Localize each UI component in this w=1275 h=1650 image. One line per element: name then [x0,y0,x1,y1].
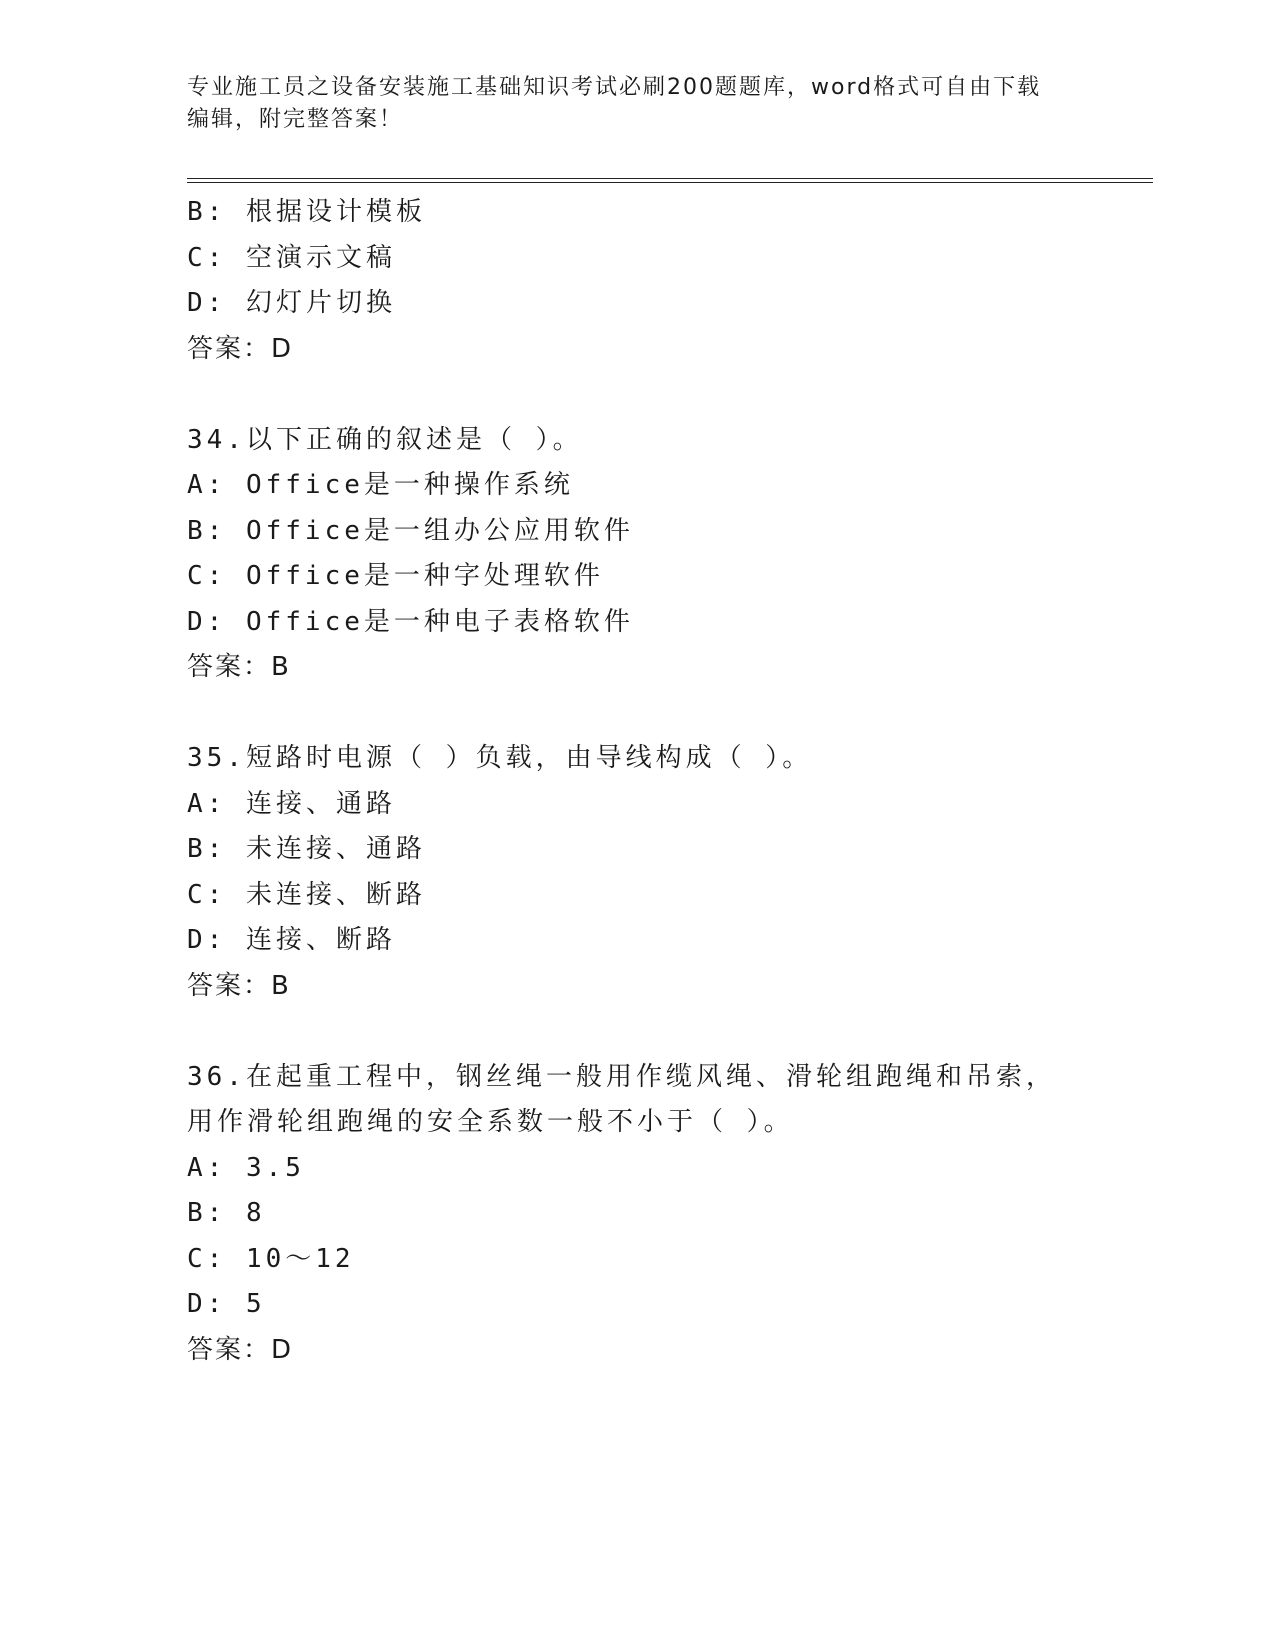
spacer [187,1009,1087,1055]
option-line [187,782,1087,828]
spacer [187,372,1087,418]
question-stem [187,1055,1067,1146]
option-text: Office是一种操作系统 [245,470,574,500]
question-34 [187,418,1087,691]
answer-line [187,327,1087,373]
question-35 [187,736,1087,1009]
answer-value: D [271,1334,294,1365]
spacer [187,691,1087,737]
option-label: B: [187,515,227,546]
question-text: 短路时电源（ ）负载，由导线构成（ ）。 [245,743,813,773]
option-label: D: [187,288,227,318]
question-number: 36. [187,1061,246,1092]
option-line [187,463,1087,509]
option-text: Office是一种字处理软件 [245,561,604,591]
option-line [187,918,1087,964]
answer-line [187,1328,1087,1374]
carryover-question [187,190,1087,372]
option-label: A: [187,788,227,819]
question-stem [187,736,1067,782]
answer-label: 答案： [187,1334,272,1365]
option-label: D: [187,925,227,955]
header-line-1: 专业施工员之设备安装施工基础知识考试必刷200题题库，word格式可自由下载 [187,75,1042,100]
option-label: B: [187,197,227,227]
option-text: 连接、通路 [245,788,396,819]
option-text: 8 [245,1198,266,1228]
option-line [187,827,1087,873]
option-label: B: [187,834,227,864]
option-text: 5 [245,1289,266,1319]
question-text: 以下正确的叙述是（ ）。 [245,424,583,455]
option-label: B: [187,1198,227,1228]
option-text: 空演示文稿 [245,242,396,273]
question-36 [187,1055,1087,1374]
option-label: D: [187,606,227,637]
option-text: 3.5 [245,1152,305,1183]
option-label: C: [187,879,227,910]
option-line [187,1282,1087,1328]
answer-line [187,964,1087,1010]
option-line [187,1237,1087,1283]
option-text: Office是一组办公应用软件 [245,515,634,546]
option-line [187,509,1087,555]
question-number: 34. [187,424,246,455]
option-label: D: [187,1289,227,1319]
answer-label: 答案： [187,652,272,682]
option-label: A: [187,470,227,500]
option-text: 连接、断路 [245,925,396,955]
answer-value: B [271,970,291,1001]
option-label: C: [187,1243,227,1274]
option-line [187,281,1087,327]
header-divider-top [187,178,1153,179]
question-stem [187,418,1067,464]
header-line-2: 编辑，附完整答案！ [187,107,404,132]
option-text: 根据设计模板 [245,197,426,227]
document-body [187,190,1087,1373]
option-line [187,554,1087,600]
option-line [187,190,1087,236]
option-text: 未连接、通路 [245,834,426,864]
document-header [187,72,1087,136]
option-label: C: [187,242,227,273]
option-label: A: [187,1152,227,1183]
answer-value: B [271,652,291,682]
option-line [187,1146,1087,1192]
answer-value: D [271,333,294,364]
option-line [187,1191,1087,1237]
answer-label: 答案： [187,970,272,1001]
question-text: 在起重工程中，钢丝绳一般用作缆风绳、滑轮组跑绳和吊索，用作滑轮组跑绳的安全系数一般不小于（ ）。 [187,1061,1056,1137]
option-text: 10～12 [245,1243,355,1274]
question-number: 35. [187,743,246,773]
header-divider-bottom [187,182,1153,183]
option-text: 未连接、断路 [245,879,426,910]
option-text: 幻灯片切换 [245,288,396,318]
option-line [187,600,1087,646]
option-label: C: [187,561,227,591]
option-line [187,873,1087,919]
answer-label: 答案： [187,333,272,364]
option-line [187,236,1087,282]
option-text: Office是一种电子表格软件 [245,606,634,637]
answer-line [187,645,1087,691]
